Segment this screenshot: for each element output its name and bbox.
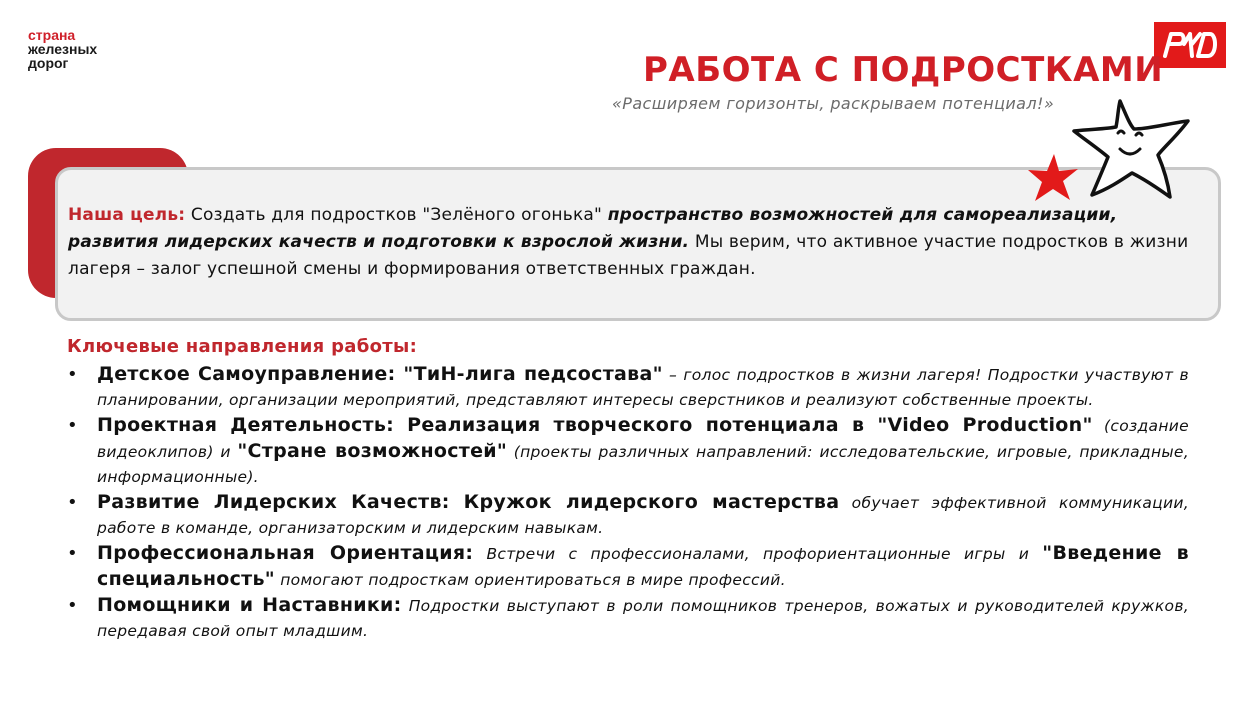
direction-desc: Подростки выступают в роли помощников тренеров, вожатых и руководителей кружков, передавая свой опыт младшим.: [97, 597, 1189, 640]
rzd-logo-mark: [1154, 22, 1226, 68]
direction-item-mentors: [67, 593, 1189, 644]
direction-heading: Проектная Деятельность: Реализация творческого потенциала в "Video Production": [97, 414, 1093, 436]
direction-heading: Детское Самоуправление: "ТиН-лига педсостава": [97, 363, 663, 385]
rzd-logo-icon: [1154, 22, 1226, 68]
direction-desc: Встречи с профессионалами, профориентационные игры и: [473, 545, 1043, 563]
direction-heading: Развитие Лидерских Качеств: Кружок лидерского мастерства: [97, 491, 840, 513]
direction-heading: Профессиональная Ориентация:: [97, 542, 474, 564]
brand-logo-strana-zheleznykh-dorog: [28, 28, 97, 70]
page-title: РАБОТА С ПОДРОСТКАМИ: [643, 50, 1164, 90]
direction-heading-2: "Введение в специальность": [97, 542, 1189, 590]
direction-item-career-orientation: [67, 541, 1189, 593]
brand-logo-line-1: страна: [28, 27, 76, 43]
direction-desc: – голос подростков в жизни лагеря! Подростки участвуют в планировании, организации мероприятий, представляют интересы сверстников и реализуют собственные проекты.: [97, 366, 1189, 409]
red-star-icon: [1026, 152, 1080, 204]
goal-text-1: Создать для подростков "Зелёного огонька": [185, 205, 608, 225]
bullet: •: [67, 492, 78, 513]
smiling-star-icon: [1070, 93, 1195, 203]
directions-list: [67, 362, 1189, 644]
bullet: •: [67, 595, 78, 616]
bullet: •: [67, 543, 78, 564]
bullet: •: [67, 364, 78, 385]
directions-title: Ключевые направления работы:: [67, 336, 418, 357]
direction-desc: (создание видеоклипов) и: [97, 417, 1189, 461]
direction-desc: обучает эффективной коммуникации, работе в команде, организаторским и лидерским навыкам.: [97, 494, 1189, 537]
direction-heading: Помощники и Наставники:: [97, 594, 402, 616]
goal-text-2: Мы верим, что активное участие подростков в жизни лагеря – залог успешной смены и формирования ответственных граждан.: [68, 232, 1189, 279]
direction-item-leadership: [67, 490, 1189, 541]
page-subtitle: «Расширяем горизонты, раскрываем потенциал!»: [612, 94, 1055, 113]
direction-item-project-activity: [67, 413, 1189, 490]
goal-label: Наша цель:: [68, 205, 186, 225]
bullet: •: [67, 415, 78, 436]
direction-heading-2: "Стране возможностей": [237, 440, 508, 462]
direction-desc-2: (проекты различных направлений: исследовательские, игровые, прикладные, информационные).: [97, 443, 1189, 486]
direction-desc-2: помогают подросткам ориентироваться в мире профессий.: [275, 571, 786, 589]
direction-item-self-government: [67, 362, 1189, 413]
brand-logo-line-3: дорог: [28, 55, 69, 71]
goal-emphasis: пространство возможностей для самореализации, развития лидерских качеств и подготовки к взрослой жизни.: [68, 205, 1118, 252]
brand-logo-line-2: железных: [28, 41, 98, 57]
